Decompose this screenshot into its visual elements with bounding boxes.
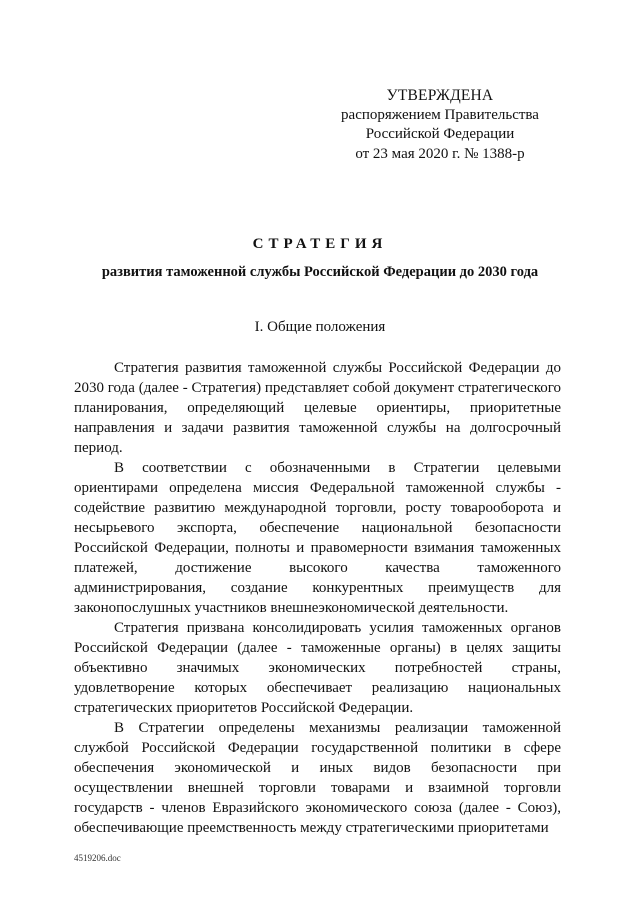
paragraph: В соответствии с обозначенными в Стратегии целевыми ориентирами определена миссия Федеральной таможенной службы - содействие развитию международной торговли, росту товарооборота и несырьевого экспорта, обеспечение национальной безопасности Российской Федерации, полноты и правомерности взимания таможенных платежей, достижение высокого качества таможенного администрирования, создание конкурентных преимуществ для законопослушных участников внешнеэкономической деятельности. — [74, 460, 561, 616]
approval-title: УТВЕРЖДЕНА — [386, 87, 494, 104]
paragraph: В Стратегии определены механизмы реализации таможенной службой Российской Федерации государственной политики в сфере обеспечения экономической и иных видов безопасности при осуществлении внешней торговли товарами и взаимной торговли государств - членов Евразийского экономического союза (далее - Союз), обеспечивающие преемственность между стратегическими приоритетами — [74, 720, 561, 836]
approval-stamp — [340, 86, 540, 164]
footer-file-name: 4519206.doc — [74, 853, 121, 863]
section-heading: I. Общие положения — [254, 319, 386, 335]
approval-line-1: распоряжением Правительства — [341, 106, 539, 123]
document-subtitle: развития таможенной службы Российской Федерации до 2030 года — [101, 264, 539, 280]
approval-line-3: от 23 мая 2020 г. № 1388-р — [355, 145, 525, 162]
document-title: СТРАТЕГИЯ — [252, 236, 388, 252]
paragraph: Стратегия развития таможенной службы Российской Федерации до 2030 года (далее - Стратегия) представляет собой документ стратегического планирования, определяющий целевые ориентиры, приоритетные направления и задачи развития таможенной службы на долгосрочный период. — [74, 360, 561, 456]
paragraph: Стратегия призвана консолидировать усилия таможенных органов Российской Федерации (далее - таможенные органы) в целях защиты объективно значимых экономических потребностей страны, удовлетворение которых обеспечивает реализацию национальных стратегических приоритетов Российской Федерации. — [74, 620, 561, 716]
document-body — [74, 358, 561, 838]
approval-line-2: Российской Федерации — [365, 126, 515, 142]
